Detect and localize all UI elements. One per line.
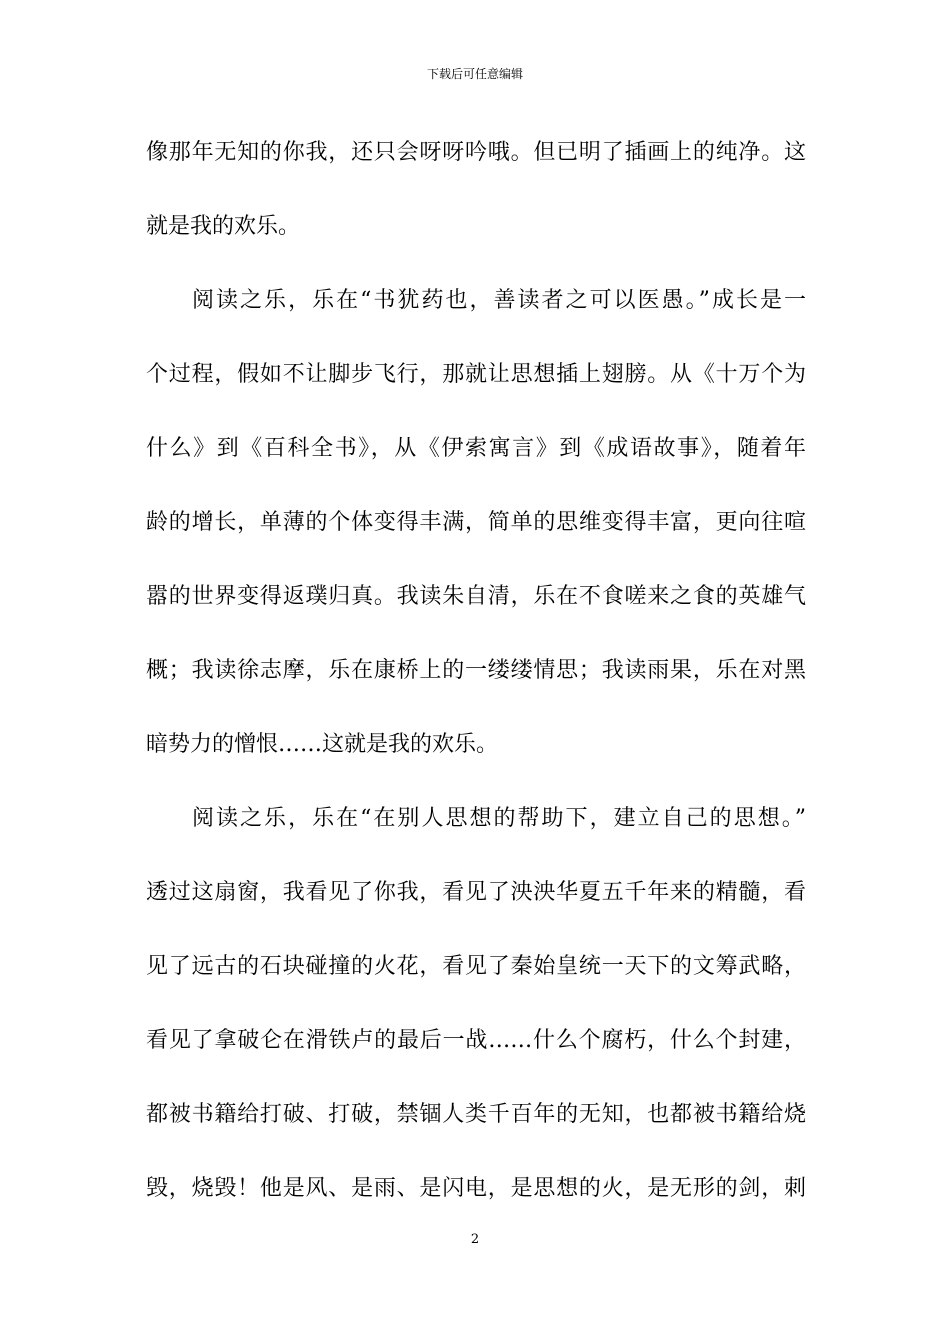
text-line-12: 见了远古的石块碰撞的火花，看见了秦始皇统一天下的文筹武略， <box>146 954 806 979</box>
text-line-6: 龄的增长，单薄的个体变得丰满，简单的思维变得丰富，更向往喧 <box>146 510 806 535</box>
page-number: 2 <box>470 1232 480 1247</box>
text-line-9: 暗势力的憎恨……这就是我的欢乐。 <box>146 732 499 757</box>
text-line-3: 阅读之乐，乐在“书犹药也，善读者之可以医愚。”成长是一 <box>192 288 806 313</box>
text-line-2: 就是我的欢乐。 <box>146 214 301 239</box>
text-line-13: 看见了拿破仑在滑铁卢的最后一战……什么个腐朽，什么个封建， <box>146 1028 806 1053</box>
page-header: 下载后可任意编辑 <box>426 67 523 81</box>
text-line-10: 阅读之乐，乐在“在别人思想的帮助下，建立自己的思想。” <box>192 806 806 831</box>
text-line-1: 像那年无知的你我，还只会呀呀吟哦。但已明了插画上的纯净。这 <box>146 140 806 165</box>
text-line-11: 透过这扇窗，我看见了你我，看见了泱泱华夏五千年来的精髓，看 <box>146 880 806 905</box>
text-line-8: 概；我读徐志摩，乐在康桥上的一缕缕情思；我读雨果，乐在对黑 <box>146 658 806 683</box>
text-line-5: 什么》到《百科全书》，从《伊索寓言》到《成语故事》，随着年 <box>146 436 806 461</box>
text-line-4: 个过程，假如不让脚步飞行，那就让思想插上翅膀。从《十万个为 <box>146 362 806 387</box>
text-line-15: 毁，烧毁！他是风、是雨、是闪电，是思想的火，是无形的剑，刺 <box>146 1176 806 1201</box>
text-line-14: 都被书籍给打破、打破，禁锢人类千百年的无知，也都被书籍给烧 <box>146 1102 806 1127</box>
document-body <box>146 128 806 1238</box>
text-line-7: 嚣的世界变得返璞归真。我读朱自清，乐在不食嗟来之食的英雄气 <box>146 584 806 609</box>
